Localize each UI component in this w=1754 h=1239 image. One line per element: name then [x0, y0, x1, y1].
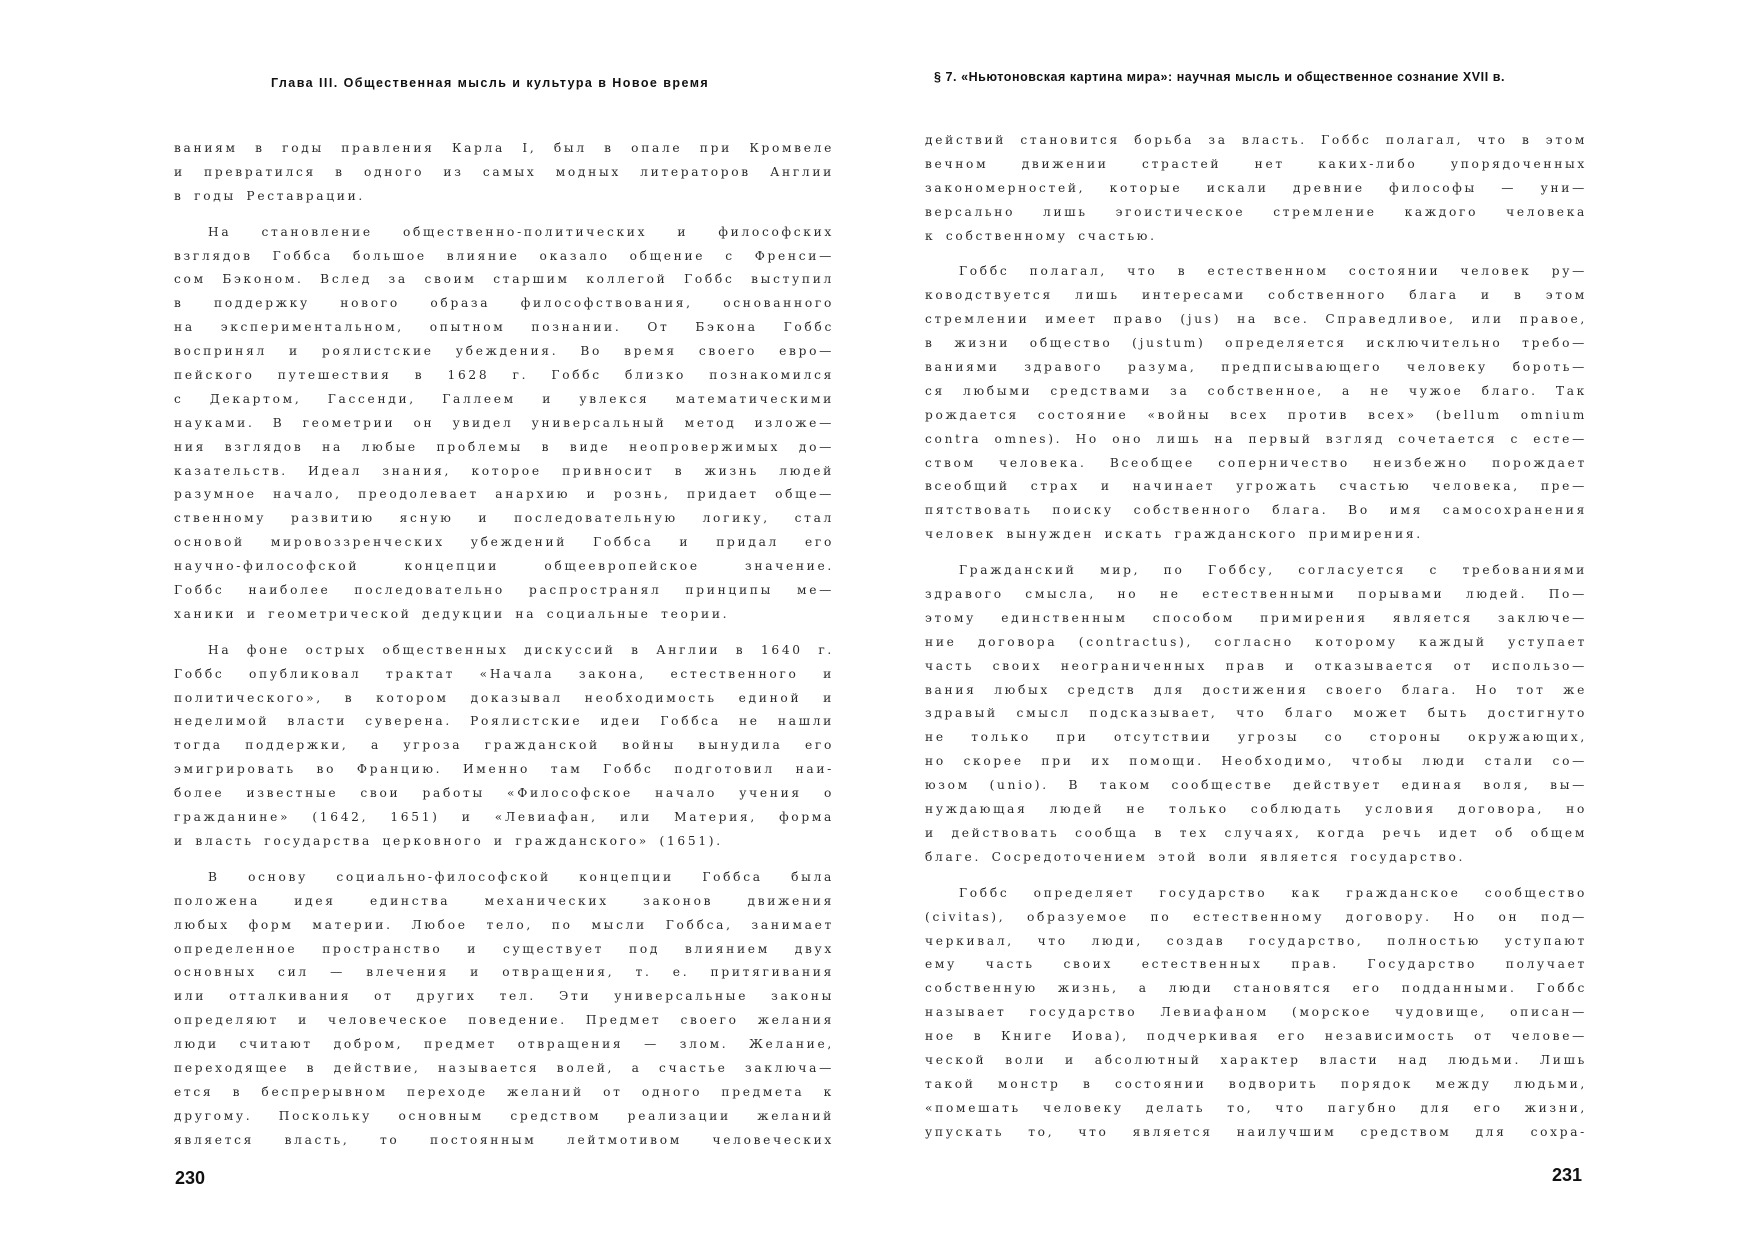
text-line: определенное пространство и существует под влиянием двух — [174, 941, 834, 956]
text-line: основой мировоззренческих убеждений Гоббса и придал его — [174, 535, 834, 550]
text-line: Гоббс опубликовал трактат «Начала закона, естественного и — [174, 666, 834, 681]
text-line: пятствовать поиску собственного блага. Во имя самосохранения — [925, 503, 1587, 518]
paragraph — [925, 260, 1587, 547]
page-number-right: 231 — [1552, 1165, 1583, 1185]
text-line: к собственному счастью. — [925, 228, 1157, 243]
text-line: такой монстр в состоянии водворить порядок между людьми, — [925, 1076, 1587, 1091]
text-line: вечном движении страстей нет каких-либо упорядоченных — [925, 156, 1587, 171]
text-line: на экспериментальном, опытном познании. От Бэкона Гоббс — [174, 320, 834, 335]
right-page — [877, 0, 1754, 1239]
text-line: человек вынужден искать гражданского примирения. — [925, 527, 1423, 542]
text-line: любых форм материи. Любое тело, по мысли Гоббса, занимает — [174, 917, 834, 932]
text-line: научно-философской концепции общеевропейское значение. — [174, 559, 834, 574]
text-line: стремлении имеет право (jus) на все. Справедливое, или правое, — [925, 312, 1587, 327]
text-line: рождается состояние «войны всех против всех» (bellum omnium — [925, 407, 1587, 422]
paragraph — [925, 882, 1587, 1145]
text-line: Гоббс определяет государство как гражданское сообщество — [959, 885, 1587, 900]
text-line: более известные свои работы «Философское начало учения о — [174, 786, 834, 801]
text-line: эмигрировать во Францию. Именно там Гоббс подготовил наи- — [174, 762, 834, 777]
text-line: черкивал, что люди, создав государство, полностью уступают — [925, 933, 1587, 948]
running-head-left: Глава III. Общественная мысль и культура в Новое время — [271, 76, 710, 90]
text-line: определяют и человеческое поведение. Предмет своего желания — [174, 1013, 834, 1028]
text-line: вания любых средств для достижения своего блага. Но тот же — [925, 682, 1587, 697]
text-line: благе. Сосредоточением этой воли является государство. — [925, 849, 1466, 864]
text-line: ное в Книге Иова), подчеркивая его независимость от челове— — [925, 1029, 1587, 1044]
paragraph-gap — [925, 547, 1587, 559]
text-line: ваниям в годы правления Карла I, был в опале при Кромвеле — [174, 141, 834, 155]
text-line: но скорее при их помощи. Необходимо, чтобы люди стали со— — [925, 754, 1587, 769]
text-line: называет государство Левиафаном (морское чудовище, описан— — [925, 1005, 1587, 1020]
text-line: юзом (unio). В таком сообществе действует единая воля, вы— — [925, 778, 1587, 793]
paragraph-gap — [925, 248, 1587, 260]
paragraph — [174, 866, 834, 1153]
text-line: политического», в котором доказывал необходимость единой и — [174, 690, 834, 705]
text-line: разумное начало, преодолевает анархию и рознь, придает обще— — [174, 487, 834, 502]
text-line: и превратился в одного из самых модных литераторов Англии — [174, 164, 834, 179]
text-line: действий становится борьба за власть. Гоббс полагал, что в этом — [925, 133, 1587, 147]
text-line: ется в беспрерывном переходе желаний от одного предмета к — [174, 1084, 834, 1099]
text-line: (civitas), образуемое по естественному договору. Но он под— — [925, 909, 1587, 924]
text-line: не только при отсутствии угрозы со стороны окружающих, — [925, 730, 1587, 745]
text-line: в поддержку нового образа философствования, основанного — [174, 296, 834, 311]
paragraph — [174, 639, 834, 854]
text-line: ством человека. Всеобщее соперничество неизбежно порождает — [925, 455, 1587, 470]
text-line: тогда поддержки, а угроза гражданской войны вынудила его — [174, 738, 834, 753]
text-line: ческой воли и абсолютный характер власти над людьми. Лишь — [925, 1052, 1587, 1067]
text-line: ханики и геометрической дедукции на социальные теории. — [174, 606, 730, 621]
text-line: и действовать сообща в тех случаях, когда речь идет об общем — [925, 825, 1587, 840]
text-line: ние договора (contractus), согласно которому каждый уступает — [925, 634, 1587, 649]
paragraph — [925, 559, 1587, 870]
text-line: ся любыми средствами за собственное, а не чужое благо. Так — [925, 383, 1587, 398]
text-line: переходящее в действие, называется волей, а счастье заключа— — [174, 1060, 834, 1075]
running-head-right: § 7. «Ньютоновская картина мира»: научная мысль и общественное сознание XVII в. — [934, 70, 1505, 84]
text-line: с Декартом, Гассенди, Галлеем и увлекся математическими — [174, 391, 834, 406]
text-line: казательств. Идеал знания, которое привносит в жизнь людей — [174, 463, 834, 478]
body-text-right — [925, 129, 1587, 1145]
text-line: закономерностей, которые искали древние философы — уни— — [925, 180, 1587, 195]
paragraph — [925, 129, 1587, 248]
text-line: воспринял и роялистские убеждения. Во время своего евро— — [174, 344, 834, 359]
text-line: является власть, то постоянным лейтмотивом человеческих — [174, 1132, 834, 1147]
text-line: contra omnes). Но оно лишь на первый взгляд сочетается с есте— — [925, 431, 1587, 446]
text-line: версально лишь эгоистическое стремление каждого человека — [925, 204, 1587, 219]
text-line: люди считают добром, предмет отвращения — злом. Желание, — [174, 1037, 834, 1052]
text-line: основных сил — влечения и отвращения, т. е. притягивания — [174, 965, 834, 980]
text-line: в жизни общество (justum) определяется исключительно требо— — [925, 336, 1587, 351]
text-line: ему часть своих естественных прав. Государство получает — [925, 957, 1587, 972]
text-line: часть своих неограниченных прав и отказывается от использо— — [925, 658, 1587, 673]
text-line: Гоббс полагал, что в естественном состоянии человек ру— — [959, 264, 1587, 279]
paragraph — [174, 221, 834, 627]
text-line: в годы Реставрации. — [174, 188, 365, 203]
paragraph-gap — [174, 627, 834, 639]
paragraph — [174, 137, 834, 209]
text-line: Гоббс наиболее последовательно распространял принципы ме— — [174, 583, 834, 598]
text-line: и власть государства церковного и гражданского» (1651). — [174, 833, 723, 848]
text-line: здравого смысла, но не естественными порывами людей. По— — [925, 587, 1587, 602]
text-line: «помешать человеку делать то, что пагубно для его жизни, — [925, 1100, 1587, 1115]
text-line: неделимой власти суверена. Роялистские идеи Гоббса не нашли — [174, 714, 834, 729]
text-line: ственному развитию ясную и последовательную логику, стал — [174, 511, 834, 526]
text-line: В основу социально-философской концепции Гоббса была — [208, 869, 834, 884]
text-line: или отталкивания от других тел. Эти универсальные законы — [174, 989, 834, 1004]
body-text-left — [174, 137, 834, 1153]
text-line: ваниями здравого разума, предписывающего человеку бороть— — [925, 360, 1587, 375]
text-line: нуждающая людей не только соблюдать условия договора, но — [925, 802, 1587, 817]
paragraph-gap — [925, 870, 1587, 882]
text-line: ководствуется лишь интересами собственного блага и в этом — [925, 288, 1587, 303]
text-line: здравый смысл подсказывает, что благо может быть достигнуто — [925, 706, 1587, 721]
text-line: науками. В геометрии он увидел универсальный метод изложе— — [174, 415, 834, 430]
text-line: гражданине» (1642, 1651) и «Левиафан, или Материя, форма — [174, 810, 834, 825]
text-line: всеобщий страх и начинает угрожать счастью человека, пре— — [925, 479, 1587, 494]
paragraph-gap — [174, 209, 834, 221]
page-number-left: 230 — [175, 1168, 206, 1188]
text-line: сом Бэконом. Вслед за своим старшим коллегой Гоббс выступил — [174, 272, 834, 287]
text-line: ния взглядов на любые проблемы в виде неопровержимых до— — [174, 439, 834, 454]
text-line: взглядов Гоббса большое влияние оказало общение с Френси— — [174, 248, 834, 263]
text-line: На становление общественно-политических и философских — [208, 224, 834, 239]
text-line: упускать то, что является наилучшим средством для сохра- — [925, 1124, 1587, 1139]
text-line: пейского путешествия в 1628 г. Гоббс близко познакомился — [174, 368, 834, 383]
text-line: собственную жизнь, а люди становятся его подданными. Гоббс — [925, 981, 1587, 996]
text-line: На фоне острых общественных дискуссий в Англии в 1640 г. — [208, 642, 834, 657]
paragraph-gap — [174, 854, 834, 866]
text-line: этому единственным способом примирения является заключе— — [925, 610, 1587, 625]
text-line: Гражданский мир, по Гоббсу, согласуется с требованиями — [959, 563, 1587, 578]
text-line: положена идея единства механических законов движения — [174, 893, 834, 908]
text-line: другому. Поскольку основным средством реализации желаний — [174, 1108, 834, 1123]
